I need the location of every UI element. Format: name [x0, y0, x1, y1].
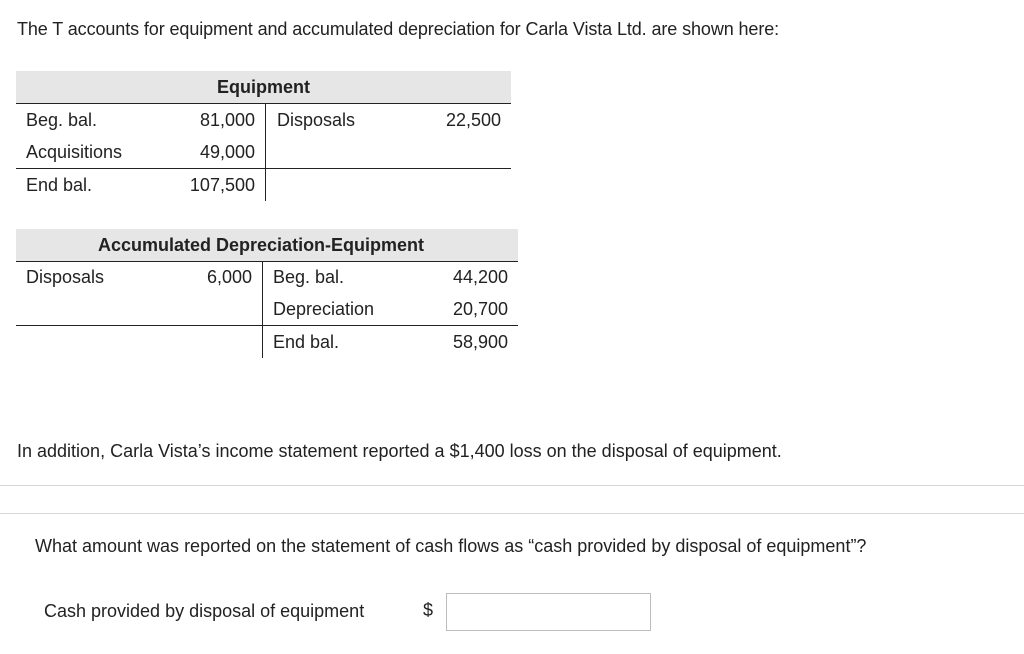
accum-dep-right-value: 44,200: [452, 267, 508, 287]
additional-info: In addition, Carla Vista’s income statement reported a $1,400 loss on the disposal of equipment.: [17, 441, 782, 461]
currency-symbol: $: [423, 600, 434, 620]
accum-dep-right-label: Depreciation: [273, 299, 375, 319]
equipment-total-rule: [16, 168, 511, 169]
section-divider: [0, 513, 1024, 514]
accum-dep-top-rule: [16, 261, 518, 262]
accum-dep-title: Accumulated Depreciation-Equipment: [16, 229, 518, 261]
accum-dep-left-value: 6,000: [206, 267, 252, 287]
accum-dep-end-value: 58,900: [452, 332, 508, 352]
equipment-left-label: Beg. bal.: [26, 110, 98, 130]
equipment-left-value: 49,000: [199, 142, 255, 162]
equipment-left-value: 81,000: [199, 110, 255, 130]
equipment-left-label: Acquisitions: [26, 142, 123, 162]
answer-label: Cash provided by disposal of equipment: [44, 601, 365, 621]
accum-dep-center-rule: [262, 262, 263, 358]
accum-dep-right-label: Beg. bal.: [273, 267, 345, 287]
accum-dep-end-label: End bal.: [273, 332, 340, 352]
equipment-title: Equipment: [16, 71, 511, 103]
accum-dep-left-label: Disposals: [26, 267, 105, 287]
accum-dep-right-value: 20,700: [452, 299, 508, 319]
cash-provided-input[interactable]: [446, 593, 651, 631]
equipment-right-value: 22,500: [445, 110, 501, 130]
section-divider: [0, 485, 1024, 486]
intro-text: The T accounts for equipment and accumulated depreciation for Carla Vista Ltd. are shown here:: [17, 19, 780, 39]
equipment-end-value: 107,500: [189, 175, 255, 195]
question-text: What amount was reported on the statement of cash flows as “cash provided by disposal of equipment”?: [35, 536, 867, 556]
accum-dep-total-rule: [16, 325, 518, 326]
equipment-right-label: Disposals: [277, 110, 356, 130]
equipment-top-rule: [16, 103, 511, 104]
equipment-center-rule: [265, 104, 266, 201]
equipment-end-label: End bal.: [26, 175, 93, 195]
